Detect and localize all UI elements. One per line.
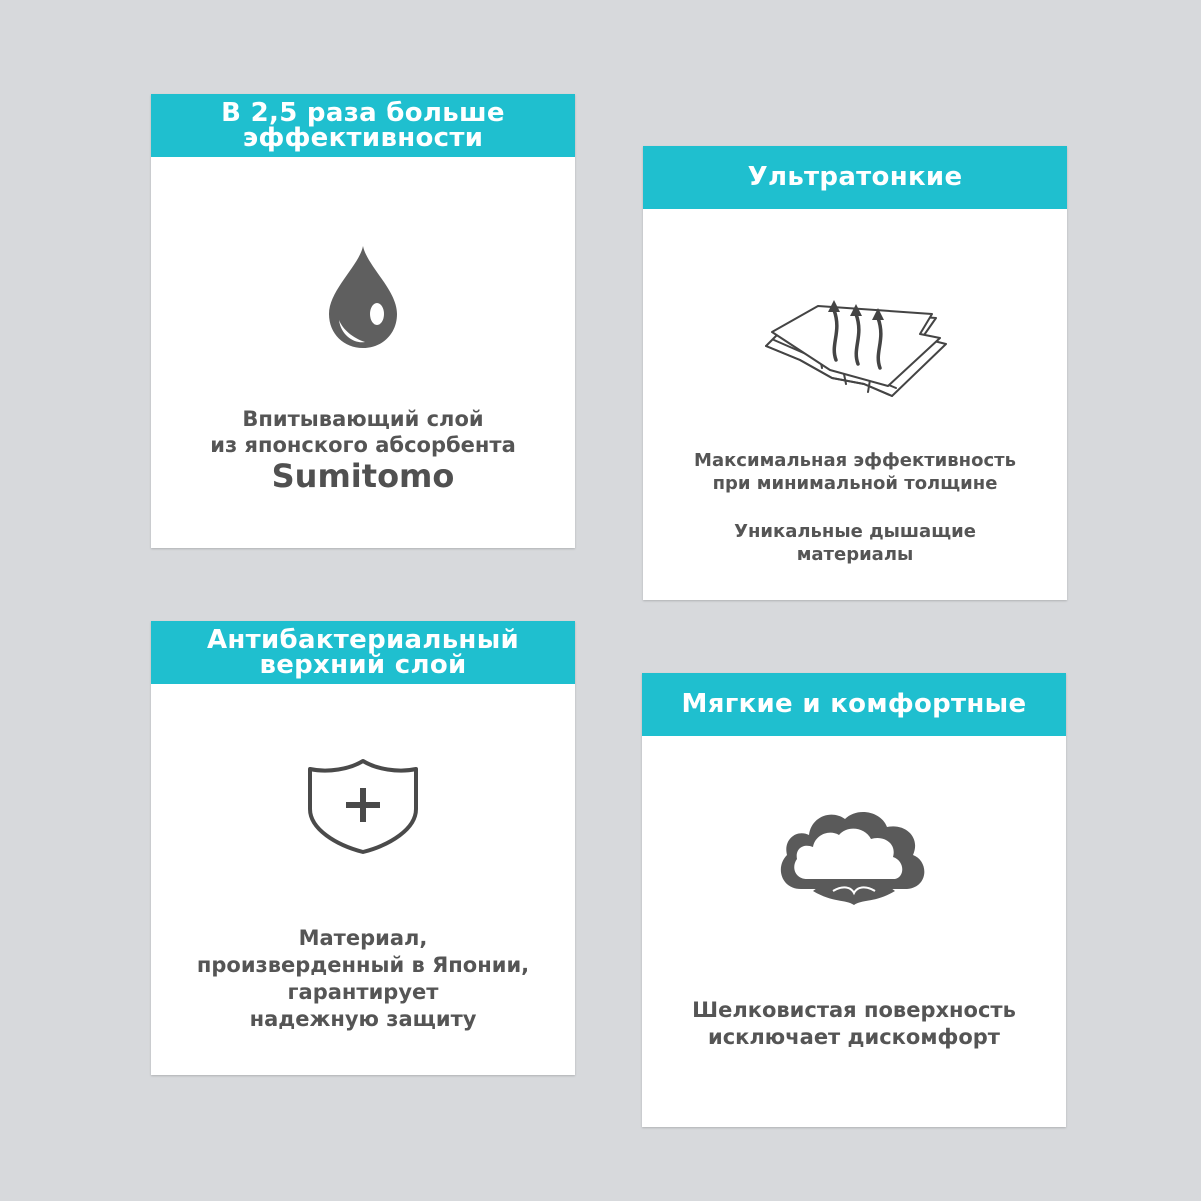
thin-layers-breathable-icon	[760, 288, 950, 400]
card-description: Материал, произверденный в Японии, гарантирует надежную защиту	[196, 926, 530, 1031]
card-title: Мягкие и комфортные	[642, 673, 1066, 736]
card-title: Ультратонкие	[643, 146, 1067, 209]
water-drop-icon	[315, 242, 411, 352]
cotton-icon	[773, 805, 935, 909]
card-description: Шелковистая поверхность исключает дискомфорт	[692, 998, 1016, 1049]
shield-plus-icon	[306, 757, 420, 855]
card-description-secondary: Уникальные дышащие материалы	[734, 521, 976, 565]
brand-name: Sumitomo	[271, 457, 455, 495]
feature-card-comfort	[642, 673, 1066, 1127]
feature-card-ultrathin	[643, 146, 1067, 600]
feature-card-absorbency	[151, 94, 575, 548]
card-description: Впитывающий слой из японского абсорбента	[210, 407, 516, 457]
card-title: В 2,5 раза больше эффективности	[151, 94, 575, 157]
card-title: Антибактериальный верхний слой	[151, 621, 575, 684]
feature-card-antibacterial	[151, 621, 575, 1075]
card-description: Максимальная эффективность при минимальной толщине	[694, 450, 1016, 494]
